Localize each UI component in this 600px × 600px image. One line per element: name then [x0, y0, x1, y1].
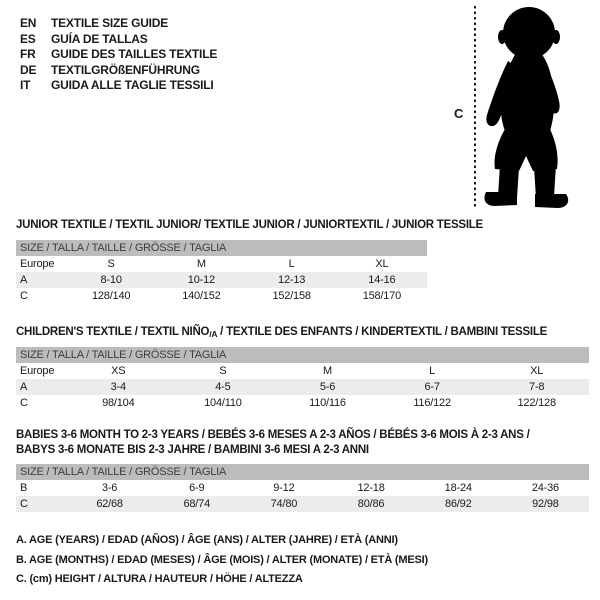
cell: 7-8 — [529, 381, 545, 393]
cell: 80/86 — [357, 498, 385, 510]
babies-table — [16, 428, 589, 512]
cell: 24-36 — [531, 482, 559, 494]
language-code: DE — [20, 62, 37, 77]
cell: S — [219, 365, 227, 377]
cell: 122/128 — [517, 397, 556, 409]
table-title: JUNIOR TEXTILE / TEXTIL JUNIOR/ TEXTILE JUNIOR / JUNIORTEXTIL / JUNIOR TESSILE — [16, 219, 483, 231]
cell: 110/116 — [309, 397, 346, 409]
language-row-de — [20, 63, 217, 79]
language-code: EN — [20, 16, 37, 30]
cell: 152/158 — [272, 290, 311, 302]
cell: L — [429, 365, 436, 377]
cell: 3-4 — [110, 381, 126, 393]
size-header-bar: SIZE / TALLA / TAILLE / GRÖSSE / TAGLIA — [16, 464, 589, 480]
language-title: GUIDE DES TAILLES TEXTILE — [51, 47, 218, 61]
cell: S — [107, 258, 115, 270]
cell: 116/122 — [413, 397, 451, 409]
language-title: TEXTILE SIZE GUIDE — [51, 16, 169, 30]
size-header-bar: SIZE / TALLA / TAILLE / GRÖSSE / TAGLIA — [16, 347, 589, 363]
cell: 10-12 — [187, 274, 215, 286]
cell: 62/68 — [96, 498, 123, 510]
cell: 104/110 — [204, 397, 242, 409]
note-a: A. AGE (YEARS) / EDAD (AÑOS) / ÂGE (ANS) / ALTER (JAHRE) / ETÀ (ANNI) — [16, 534, 398, 546]
language-code: IT — [20, 78, 31, 92]
junior-table — [16, 218, 483, 304]
row-label: C — [20, 397, 28, 409]
table-row-c — [16, 288, 427, 304]
cell: XL — [530, 365, 544, 377]
table-row-c — [16, 496, 589, 512]
cell: 8-10 — [100, 274, 122, 286]
cell: 6-7 — [424, 381, 440, 393]
language-row-en — [20, 16, 217, 32]
title-line-1: BABIES 3-6 MONTH TO 2-3 YEARS / BEBÉS 3-6 MESES A 2-3 AÑOS / BÉBÉS 3-6 MOIS À 2-3 ANS / — [16, 429, 530, 441]
language-row-fr — [20, 47, 217, 63]
row-label: A — [20, 381, 28, 393]
cell: 14-16 — [368, 274, 396, 286]
size-header-bar: SIZE / TALLA / TAILLE / GRÖSSE / TAGLIA — [16, 240, 427, 256]
cell: 98/104 — [102, 397, 135, 409]
language-row-es — [20, 32, 217, 48]
language-title: GUÍA DE TALLAS — [51, 31, 148, 46]
footnotes — [16, 531, 428, 590]
cell: 3-6 — [101, 482, 118, 494]
cell: 5-6 — [319, 381, 336, 393]
cell: XS — [111, 365, 126, 377]
cell: 6-9 — [189, 482, 205, 494]
row-label: C — [20, 498, 28, 510]
cell: 158/170 — [362, 290, 402, 302]
cell: XL — [375, 258, 389, 270]
cell: 74/80 — [270, 498, 298, 510]
baby-silhouette-icon — [479, 4, 573, 210]
row-label: Europe — [20, 365, 55, 377]
cell: 4-5 — [215, 381, 231, 393]
table-row-a — [16, 379, 589, 395]
language-title: TEXTILGRÖßENFÜHRUNG — [51, 62, 200, 77]
cell: 86/92 — [444, 498, 472, 510]
title-part: / TEXTILE DES ENFANTS / KINDERTEXTIL / BAMBINI TESSILE — [217, 326, 548, 338]
cell: L — [288, 258, 295, 270]
title-line-2: BABYS 3-6 MONATE BIS 2-3 JAHRE / BAMBINI 3-6 MESI A 2-3 ANNI — [16, 444, 369, 456]
title-part: CHILDREN'S TEXTILE / TEXTIL NIÑO — [16, 326, 210, 338]
note-b: B. AGE (MONTHS) / EDAD (MESES) / ÂGE (MOIS) / ALTER (MONATE) / ETÀ (MESI) — [16, 553, 428, 566]
table-row-c — [16, 395, 589, 411]
cell: 92/98 — [532, 498, 559, 510]
table-row-europe — [16, 256, 427, 272]
cell: 68/74 — [183, 498, 210, 510]
cell: M — [196, 258, 206, 270]
row-label: A — [20, 274, 28, 286]
cell: 12-18 — [357, 482, 385, 494]
table-title — [16, 325, 589, 339]
note-c: C. (cm) HEIGHT / ALTURA / HAUTEUR / HÖHE / ALTEZZA — [16, 573, 303, 585]
language-code: ES — [20, 31, 36, 46]
language-title: GUIDA ALLE TAGLIE TESSILI — [51, 78, 214, 92]
children-table — [16, 325, 589, 411]
language-code: FR — [20, 47, 36, 61]
row-label: C — [20, 290, 28, 302]
table-row-b — [16, 480, 589, 496]
cell: 12-13 — [278, 274, 306, 286]
table-title — [16, 428, 589, 458]
table-row-a — [16, 272, 427, 288]
cell: M — [323, 365, 332, 377]
language-list — [20, 16, 217, 94]
cell: 140/152 — [182, 290, 221, 302]
height-label-c: C — [454, 106, 464, 121]
cell: 9-12 — [273, 482, 295, 494]
cell: 128/140 — [91, 290, 131, 302]
language-row-it — [20, 78, 217, 94]
cell: 18-24 — [444, 482, 472, 494]
row-label: B — [20, 482, 28, 494]
height-dashed-line — [474, 6, 476, 208]
table-row-europe — [16, 363, 589, 379]
title-subscript: /A — [209, 329, 218, 339]
row-label: Europe — [20, 258, 55, 270]
